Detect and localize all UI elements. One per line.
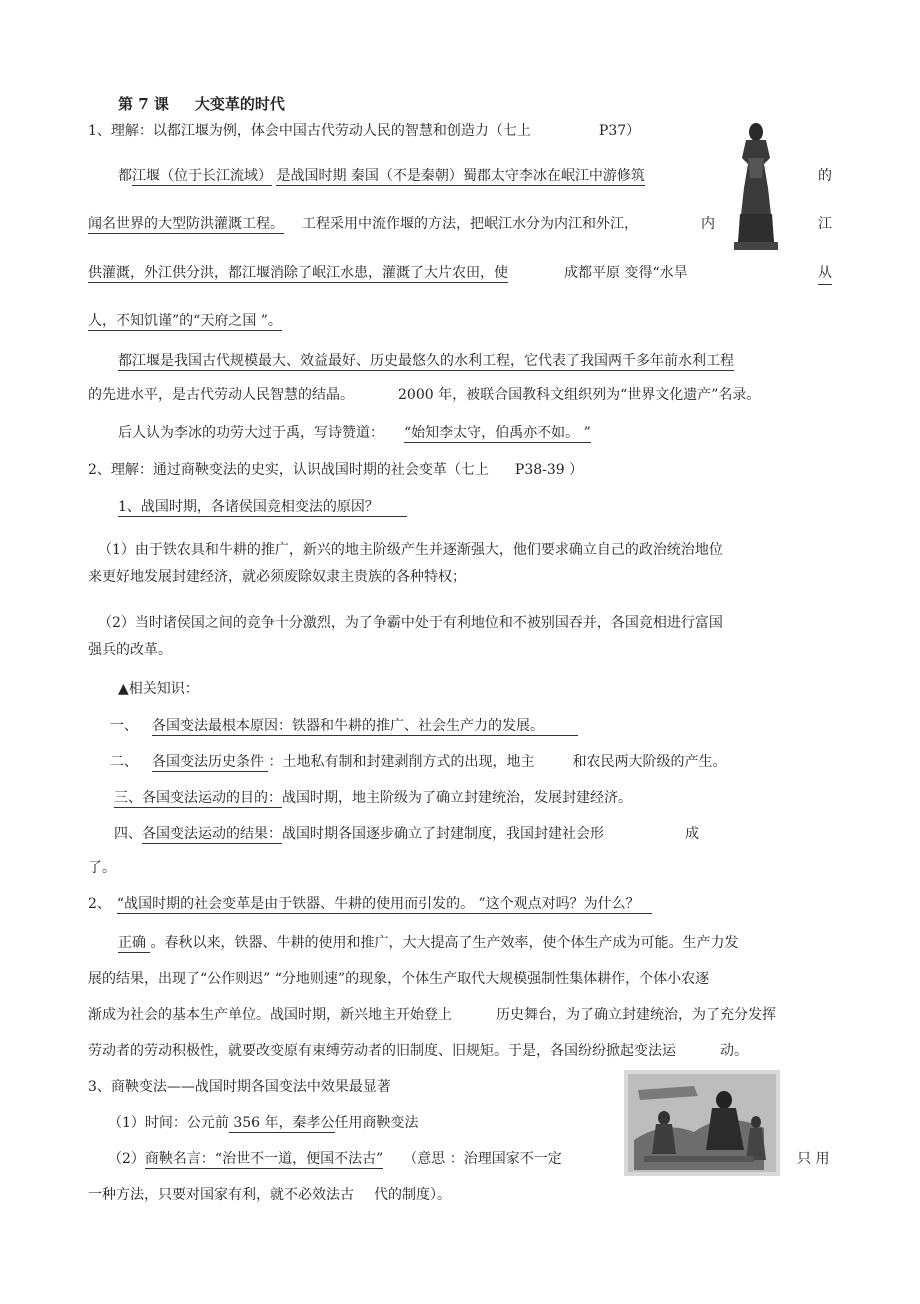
s3-quote-end: 只 用: [797, 1151, 830, 1167]
s2-question2: 2、 “战国时期的社会变革是由于铁器、牛耕的使用而引发的。 ”这个观点对吗？为什么？: [88, 894, 652, 914]
s1-para1: 都江堰（位于长江流域） 是战国时期 秦国（不是秦朝）蜀郡太守李冰在岷江中游修筑: [118, 168, 645, 184]
s2-answer-line3: 渐成为社会的基本生产单位。战国时期，新兴地主开始登上 历史舞台，为了确立封建统治，为了充分发挥: [88, 1007, 776, 1023]
s1-para2-end: 江: [818, 216, 832, 232]
s2-answer1b: 来更好地发展封建经济，就必须废除奴隶主贵族的各种特权；: [88, 569, 466, 585]
shang-yang-reform-image: [624, 1070, 780, 1176]
section2-heading: 2、理解：通过商鞅变法的史实，认识战国时期的社会变革（七上 P38-39 ）: [88, 462, 584, 478]
related-knowledge-label: ▲相关知识：: [118, 681, 199, 697]
knowledge-4-cont: 了。: [88, 860, 116, 876]
s3-time: （1）时间：公元前 356 年，秦孝公任用商鞅变法: [108, 1115, 419, 1131]
s2-question1: 1、战国时期，各诸侯国竞相变法的原因？: [118, 497, 407, 517]
s1-para3-end: 从: [818, 263, 832, 285]
statue-figure: [718, 118, 794, 252]
s1-para2: 闻名世界的大型防洪灌溉工程。 工程采用中流作堰的方法，把岷江水分为内江和外江，: [88, 216, 638, 232]
lesson-number: 第 7 课: [118, 95, 169, 113]
s2-answer2a: （2）当时诸侯国之间的竞争十分激烈，为了争霸中处于有利地位和不被别国吞并，各国竞相进行富国: [98, 615, 723, 631]
reform-scene-illustration: [624, 1070, 780, 1176]
s1-para2-mid: 内: [701, 216, 715, 232]
lesson-name: 大变革的时代: [194, 95, 285, 113]
knowledge-1: 一、 各国变法最根本原因：铁器和牛耕的推广、社会生产力的发展。: [110, 716, 578, 736]
s2-answer2b: 强兵的改革。: [88, 642, 172, 658]
s3-quote: （2）商鞅名言：“治世不一道，便国不法古” （意思 ：治理国家不一定: [108, 1151, 562, 1167]
s1-para3: 供灌溉，外江供分洪，都江堰消除了岷江水患，灌溉了大片农田，使 成都平原 变得“水旱: [88, 265, 688, 281]
s2-answer1a: （1）由于铁农具和牛耕的推广，新兴的地主阶级产生并逐渐强大，他们要求确立自己的政治统治地位: [98, 542, 723, 558]
s1-para1-end: 的: [818, 168, 832, 184]
knowledge-3: 三、各国变法运动的目的：战国时期，地主阶级为了确立封建统治，发展封建经济。: [114, 790, 632, 806]
knowledge-4: 四、各国变法运动的结果：战国时期各国逐步确立了封建制度，我国封建社会形: [114, 826, 604, 842]
s2-answer-line4: 劳动者的劳动积极性，就要改变原有束缚劳动者的旧制度、旧规矩。于是，各国纷纷掀起变法运 动。: [88, 1043, 748, 1059]
lesson-title: [118, 94, 285, 114]
s1-para5a: 都江堰是我国古代规模最大、效益最好、历史最悠久的水利工程，它代表了我国两千多年前水利工程: [118, 353, 734, 369]
section3-heading: 3、商鞅变法——战国时期各国变法中效果最显著: [88, 1079, 391, 1095]
s1-para4: 人，不知饥谨”的“天府之国 ”。: [88, 313, 282, 329]
s2-answer-line2: 展的结果，出现了“公作则迟” “分地则速”的现象，个体生产取代大规模强制性集体耕作，个体小农逐: [88, 971, 710, 987]
section1-heading: 1、理解：以都江堰为例，体会中国古代劳动人民的智慧和创造力（七上 P37）: [88, 123, 641, 139]
s2-answer-line1: 正确 。春秋以来，铁器、牛耕的使用和推广，大大提高了生产效率，使个体生产成为可能。生产力发: [118, 935, 739, 951]
s1-para6: 后人认为李冰的功劳大过于禹，写诗赞道： “始知李太守，伯禹亦不如。 ”: [118, 425, 591, 441]
li-bing-statue-image: [718, 118, 794, 252]
knowledge-2: 二、 各国变法历史条件 ：土地私有制和封建剥削方式的出现，地主 和农民两大阶级的产生。: [110, 754, 727, 770]
s3-quote-cont: 一种方法，只要对国家有利，就不必效法古 代的制度）。: [88, 1187, 451, 1203]
s1-para5b: 的先进水平，是古代劳动人民智慧的结晶。 2000 年，被联合国教科文组织列为“世界文化遗产”名录。: [88, 387, 761, 403]
knowledge-4-end: 成: [685, 826, 699, 842]
